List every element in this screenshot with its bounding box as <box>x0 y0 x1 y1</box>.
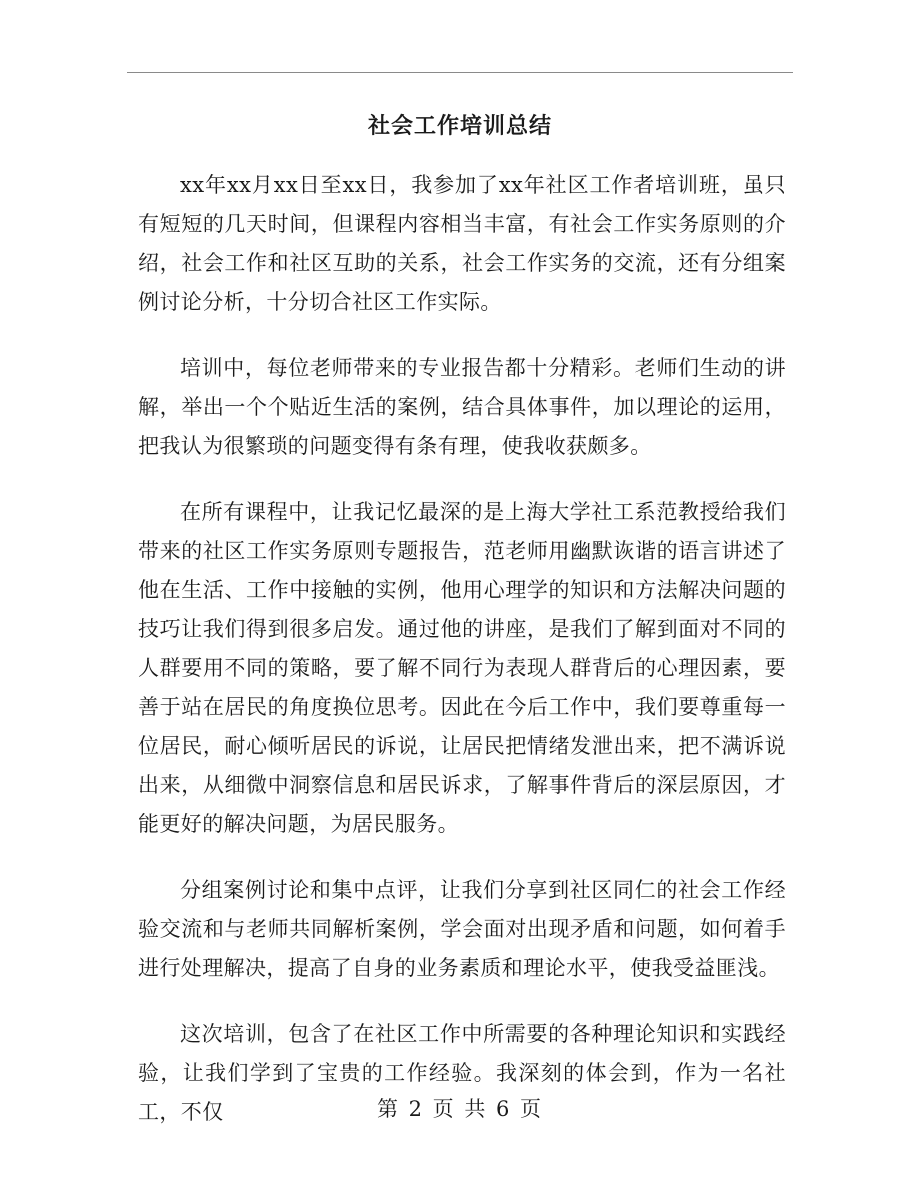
document-body <box>138 166 786 1159</box>
paragraph-3: 在所有课程中，让我记忆最深的是上海大学社工系范教授给我们带来的社区工作实务原则专题报告，范老师用幽默诙谐的语言讲述了他在生活、工作中接触的实例，他用心理学的知识和方法解决问题的技巧让我们得到很多启发。通过他的讲座，是我们了解到面对不同的人群要用不同的策略，要了解不同行为表现人群背后的心理因素，要善于站在居民的角度换位思考。因此在今后工作中，我们要尊重每一位居民，耐心倾听居民的诉说，让居民把情绪发泄出来，把不满诉说出来，从细微中洞察信息和居民诉求，了解事件背后的深层原因，才能更好的解决问题，为居民服务。 <box>138 500 786 836</box>
header-rule <box>127 72 793 73</box>
page-title: 社会工作培训总结 <box>367 113 552 139</box>
paragraph-4: 分组案例讨论和集中点评，让我们分享到社区同仁的社会工作经验交流和与老师共同解析案例，学会面对出现矛盾和问题，如何着手进行处理解决，提高了自身的业务素质和理论水平，使我受益匪浅。 <box>138 878 786 980</box>
paragraph-1: xx年xx月xx日至xx日，我参加了xx年社区工作者培训班，虽只有短短的几天时间，但课程内容相当丰富，有社会工作实务原则的介绍，社会工作和社区互助的关系，社会工作实务的交流，还有分组案例讨论分析，十分切合社区工作实际。 <box>138 173 786 314</box>
page-footer: 第 2 页 共 6 页 <box>376 1097 544 1121</box>
paragraph-5: 这次培训，包含了在社区工作中所需要的各种理论知识和实践经验，让我们学到了宝贵的工作经验。我深刻的体会到，作为一名社工，不仅 <box>138 1022 786 1124</box>
paragraph-2: 培训中，每位老师带来的专业报告都十分精彩。老师们生动的讲解，举出一个个贴近生活的案例，结合具体事件，加以理论的运用，把我认为很繁琐的问题变得有条有理，使我收获颇多。 <box>138 356 786 458</box>
